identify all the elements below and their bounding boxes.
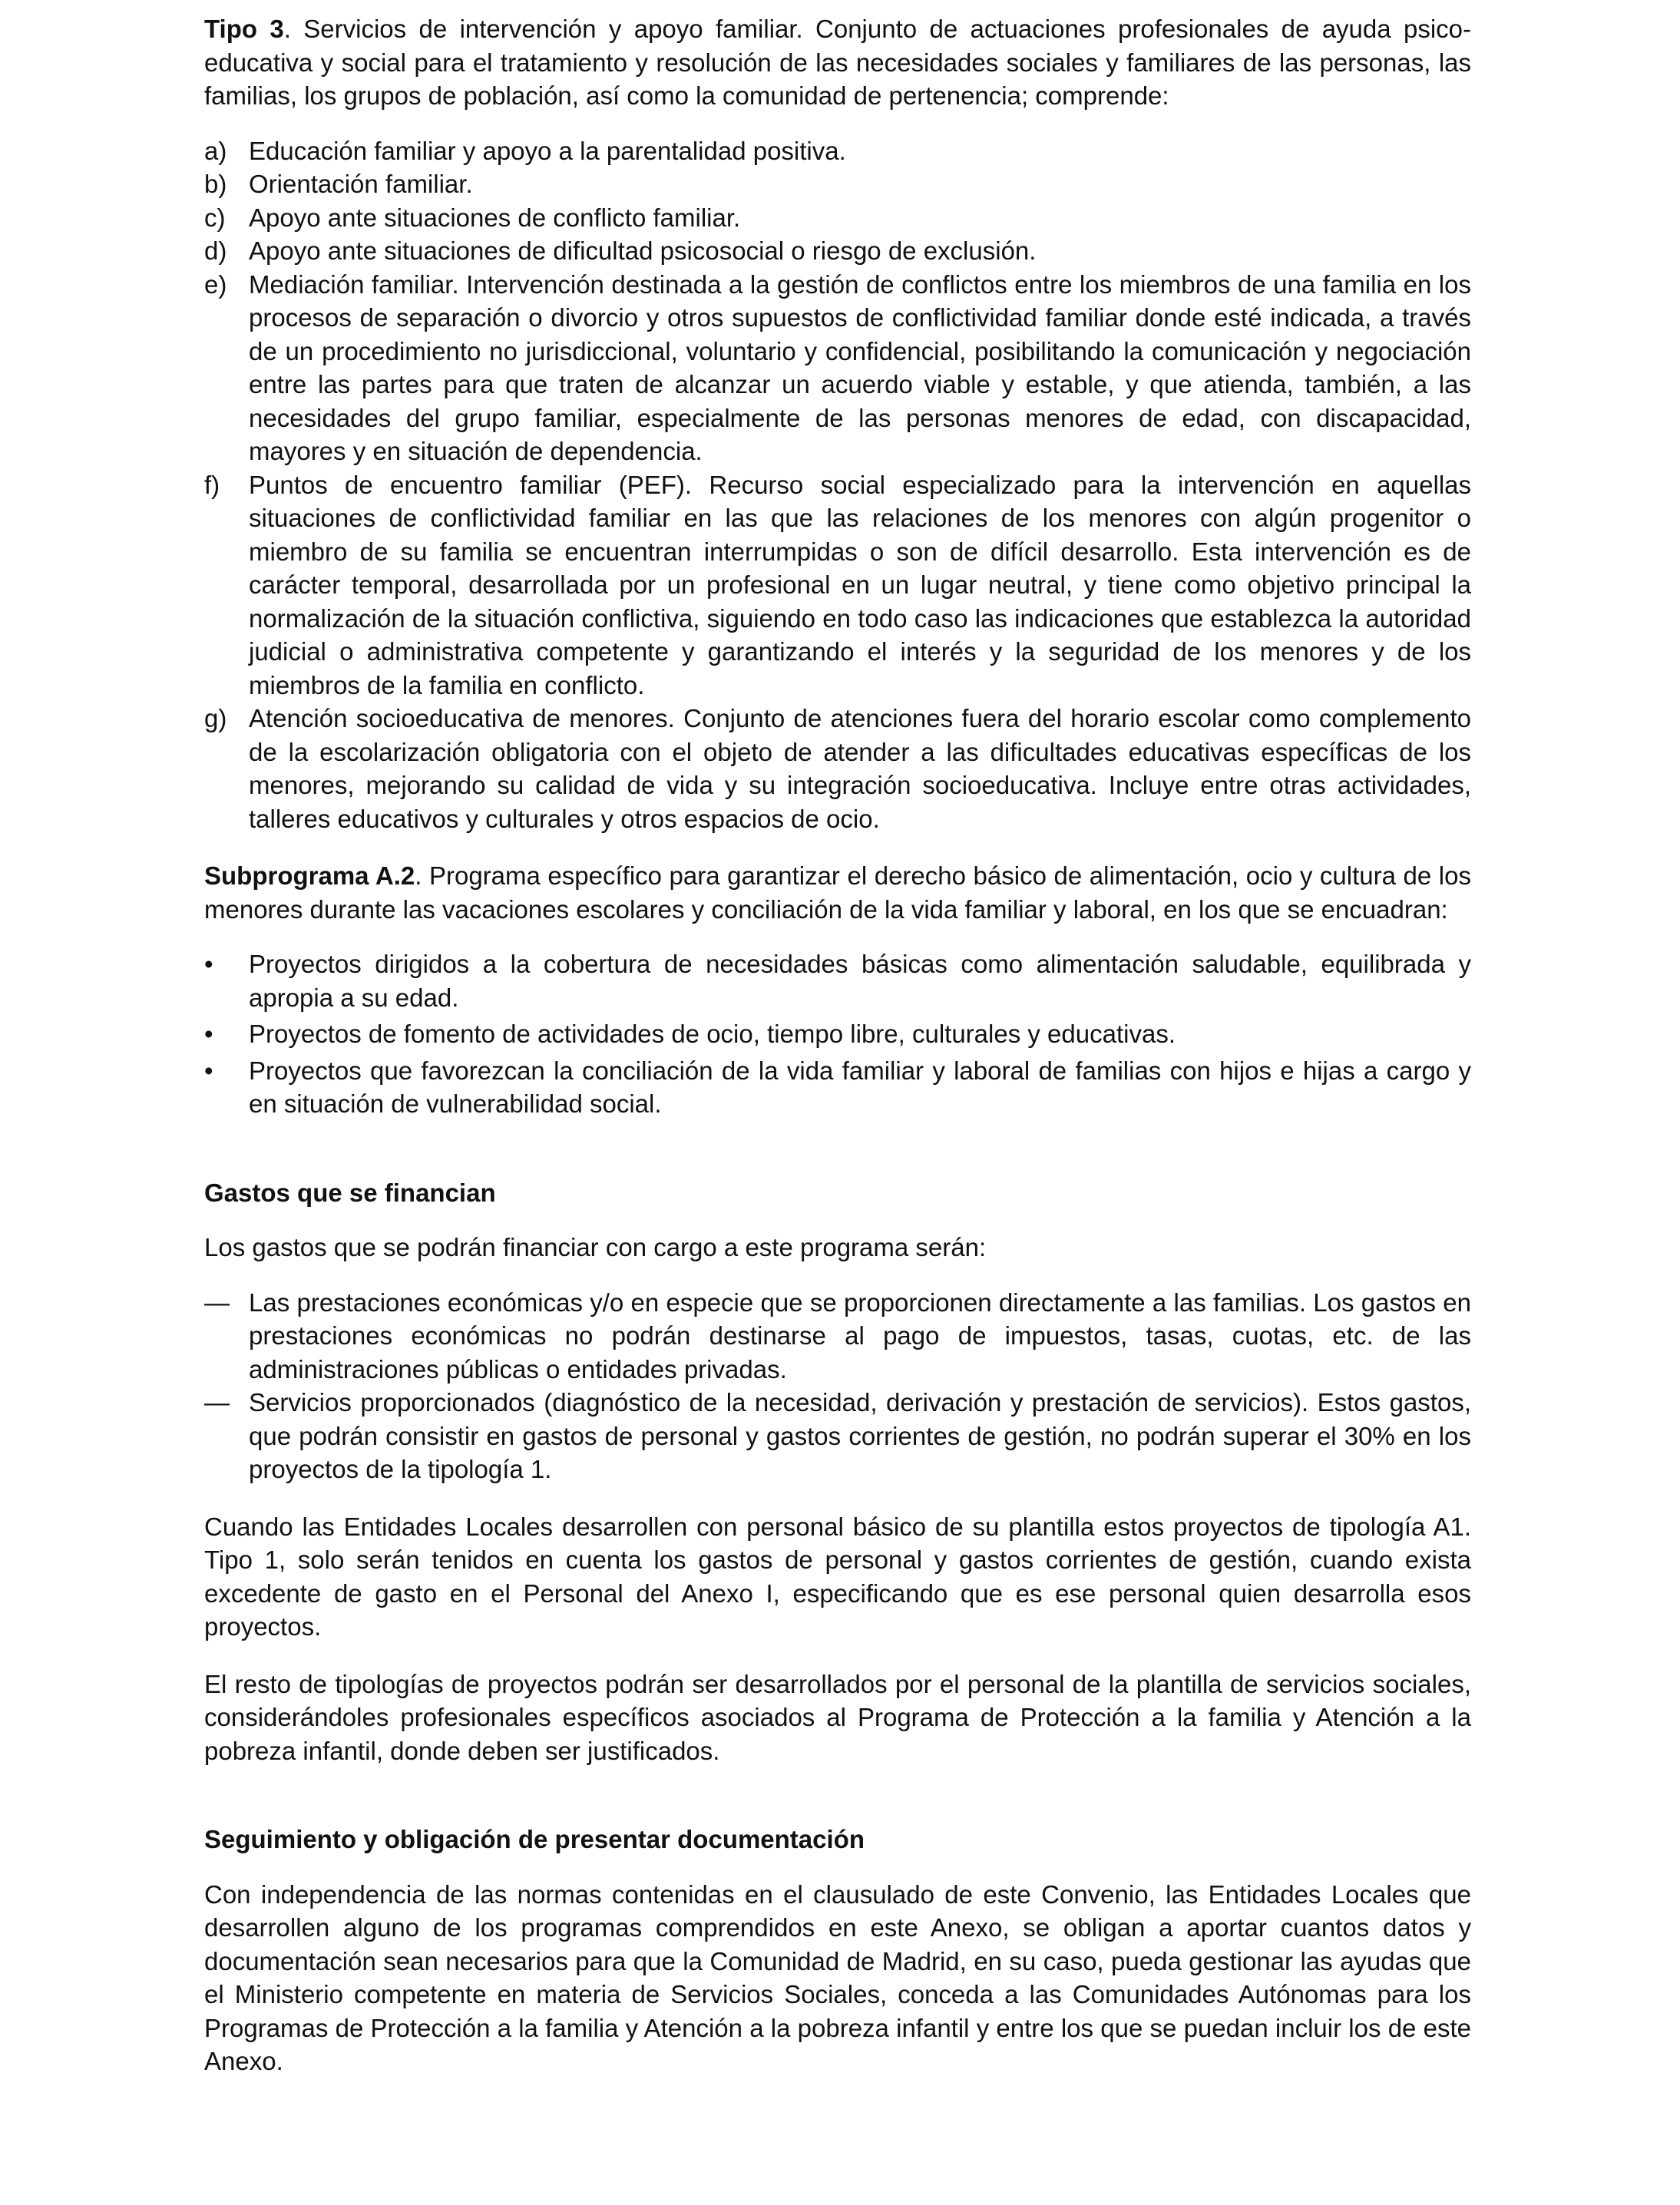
bullet-item-text: Proyectos dirigidos a la cobertura de necesidades básicas como alimentación saludable, equilibrada y apropia a su edad. <box>249 950 1471 1012</box>
list-marker: a) <box>204 136 227 165</box>
bullet-item-text: Proyectos de fomento de actividades de ocio, tiempo libre, culturales y educativas. <box>249 1020 1176 1048</box>
list-item-text: Educación familiar y apoyo a la parentalidad positiva. <box>249 136 846 165</box>
tipo3-text: . Servicios de intervención y apoyo familiar. Conjunto de actuaciones profesionales de ayuda psico-educativa y social para el tratamiento y resolución de las necesidades sociales y familiares de las personas, las familias, los grupos de población, así como la comunidad de pertenencia; comprende: <box>204 15 1471 110</box>
gastos-paragraph-2: El resto de tipologías de proyectos podrán ser desarrollados por el personal de la plantilla de servicios sociales, considerándoles profesionales específicos asociados al Programa de Protección a la familia y Atención a la pobreza infantil, donde deben ser justificados. <box>204 1669 1471 1765</box>
bullet-marker: • <box>204 1056 213 1085</box>
list-item-text: Apoyo ante situaciones de dificultad psicosocial o riesgo de exclusión. <box>249 236 1037 265</box>
dash-marker: — <box>204 1388 230 1417</box>
subprograma-paragraph <box>204 859 1471 926</box>
seguimiento-heading: Seguimiento y obligación de presentar documentación <box>204 1825 865 1853</box>
list-marker: b) <box>204 170 227 198</box>
dash-item-text: Servicios proporcionados (diagnóstico de la necesidad, derivación y prestación de servicios). Estos gastos, que podrán consistir en gastos de personal y gastos corrientes de gestión, no podrán superar el 30% en los proyectos de la tipología 1. <box>249 1388 1471 1483</box>
tipo3-list <box>204 134 1471 836</box>
gastos-heading: Gastos que se financian <box>204 1178 496 1207</box>
bullet-item-text: Proyectos que favorezcan la conciliación de la vida familiar y laboral de familias con hijos e hijas a cargo y en situación de vulnerabilidad social. <box>249 1056 1471 1118</box>
list-item <box>204 268 1471 468</box>
bullet-marker: • <box>204 1020 213 1048</box>
bullet-marker: • <box>204 950 213 978</box>
dash-marker: — <box>204 1288 230 1317</box>
gastos-paragraph-1: Cuando las Entidades Locales desarrollen con personal básico de su plantilla estos proyectos de tipología A1. Tipo 1, solo serán tenidos en cuenta los gastos de personal y gastos corrientes de gestión, cuando exista excedente de gasto en el Personal del Anexo I, especificando que es ese personal quien desarrolla esos proyectos. <box>204 1512 1471 1641</box>
list-item-text: Mediación familiar. Intervención destinada a la gestión de conflictos entre los miembros de una familia en los procesos de separación o divorcio y otros supuestos de conflictividad familiar donde esté indicada, a través de un procedimiento no jurisdiccional, voluntario y confidencial, posibilitando la comunicación y negociación entre las partes para que traten de alcanzar un acuerdo viable y estable, y que atienda, también, a las necesidades del grupo familiar, especialmente de las personas menores de edad, con discapacidad, mayores y en situación de dependencia. <box>249 269 1471 465</box>
bullet-item <box>204 947 1471 1014</box>
dash-item-text: Las prestaciones económicas y/o en especie que se proporcionen directamente a las familias. Los gastos en prestaciones económicas no podrán destinarse al pago de impuestos, tasas, cuotas, etc. de las administraciones públicas o entidades privadas. <box>249 1288 1471 1383</box>
tipo3-label: Tipo 3 <box>204 15 284 43</box>
gastos-intro: Los gastos que se podrán financiar con cargo a este programa serán: <box>204 1233 987 1261</box>
dash-item <box>204 1286 1471 1387</box>
list-marker: f) <box>204 470 220 499</box>
subprograma-label: Subprograma A.2 <box>204 861 415 890</box>
dash-item <box>204 1386 1471 1486</box>
bullet-item <box>204 1054 1471 1121</box>
list-marker: c) <box>204 203 226 232</box>
gastos-list <box>204 1286 1471 1486</box>
bullet-item <box>204 1017 1471 1051</box>
subprograma-list <box>204 947 1471 1121</box>
tipo3-paragraph <box>204 12 1471 113</box>
list-item <box>204 134 1471 168</box>
list-marker: d) <box>204 236 227 265</box>
list-item-text: Puntos de encuentro familiar (PEF). Recurso social especializado para la intervención en aquellas situaciones de conflictividad familiar en las que las relaciones de los menores con algún progenitor o miembro de su familia se encuentran interrumpidas o son de difícil desarrollo. Esta intervención es de carácter temporal, desarrollada por un profesional en un lugar neutral, y tiene como objetivo principal la normalización de la situación conflictiva, siguiendo en todo caso las indicaciones que establezca la autoridad judicial o administrativa competente y garantizando el interés y la seguridad de los menores y de los miembros de la familia en conflicto. <box>249 470 1471 699</box>
list-item-text: Apoyo ante situaciones de conflicto familiar. <box>249 203 741 232</box>
seguimiento-paragraph: Con independencia de las normas contenidas en el clausulado de este Convenio, las Entidades Locales que desarrollen alguno de los programas comprendidos en este Anexo, se obligan a aportar cuantos datos y documentación sean necesarios para que la Comunidad de Madrid, en su caso, pueda gestionar las ayudas que el Ministerio competente en materia de Servicios Sociales, conceda a las Comunidades Autónomas para los Programas de Protección a la familia y Atención a la pobreza infantil y entre los que se puedan incluir los de este Anexo. <box>204 1879 1471 2075</box>
list-item <box>204 167 1471 201</box>
subprograma-text: . Programa específico para garantizar el derecho básico de alimentación, ocio y cultura de los menores durante las vacaciones escolares y conciliación de la vida familiar y laboral, en los que se encuadran: <box>204 861 1471 924</box>
list-marker: g) <box>204 704 227 732</box>
list-item <box>204 201 1471 235</box>
list-item <box>204 234 1471 268</box>
list-item-text: Orientación familiar. <box>249 170 473 198</box>
list-item <box>204 702 1471 835</box>
document-page <box>204 12 1471 2078</box>
list-item <box>204 468 1471 702</box>
list-item-text: Atención socioeducativa de menores. Conjunto de atenciones fuera del horario escolar como complemento de la escolarización obligatoria con el objeto de atender a las dificultades educativas específicas de los menores, mejorando su calidad de vida y su integración socioeducativa. Incluye entre otras actividades, talleres educativos y culturales y otros espacios de ocio. <box>249 704 1471 833</box>
list-marker: e) <box>204 269 227 299</box>
